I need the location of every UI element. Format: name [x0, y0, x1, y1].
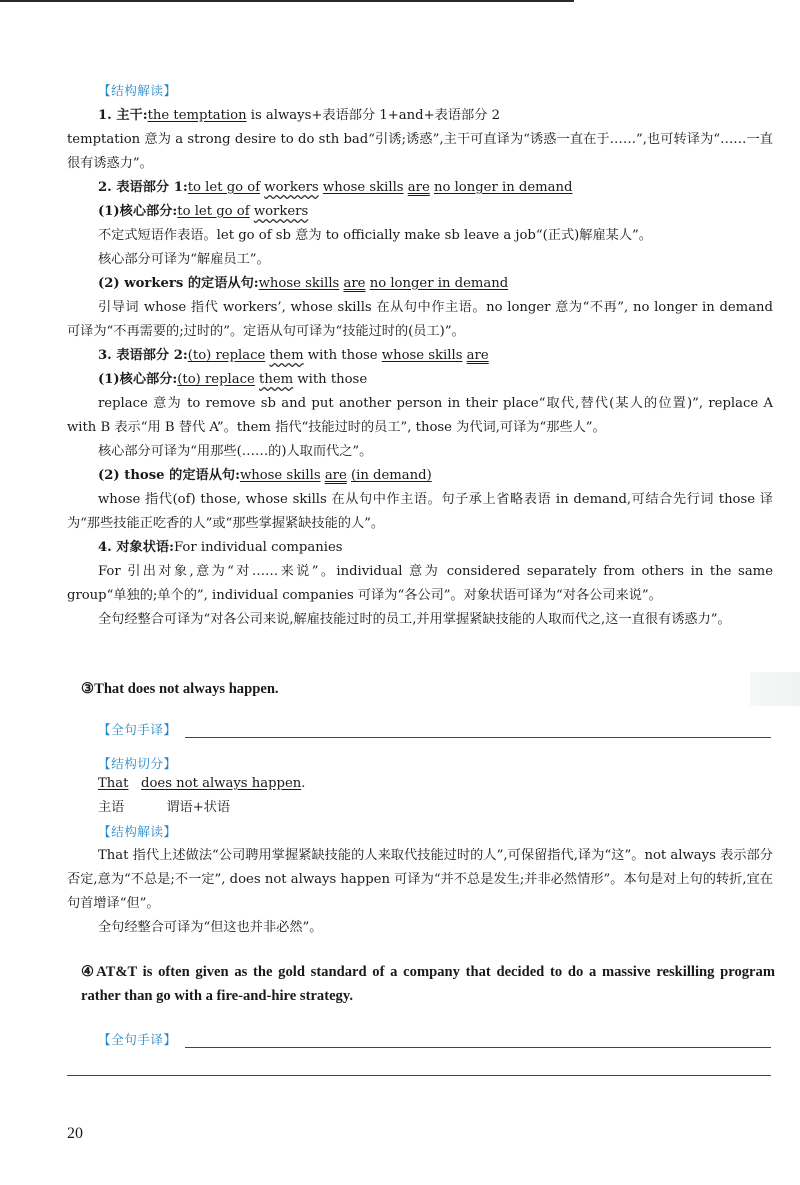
core-part-2-translation: 核心部分可译为“用那些(……的)人取而代之”。	[98, 444, 373, 459]
object-adverbial-line: 4. 对象状语:For individual companies	[98, 540, 343, 555]
replace-explanation: replace 意为 to remove sb and put another person in their place“取代,替代(某人的位置)”, replace A with B 表示“用 B 替代 A”。them 指代“技能过时的员工”, those 为代词,可译为“那些人”。	[67, 396, 773, 435]
q3-split-label-row	[98, 748, 771, 772]
question-4-answer	[98, 1024, 771, 1048]
q3-analysis-label: 【结构解读】	[98, 824, 177, 839]
q4-answer-line-2[interactable]	[67, 1075, 771, 1076]
whose-those-explanation: whose 指代(of) those, whose skills 在从句中作主语。句子承上省略表语 in demand,可结合先行词 those 译为“那些技能正吃香的人”或“那些掌握紧缺技能的人”。	[67, 492, 773, 531]
workers-clause-line: (2) workers 的定语从句:whose skills are no longer in demand	[98, 276, 509, 291]
core-part-2-line: (1)核心部分:(to) replace them with those	[98, 372, 368, 387]
question-3-analysis	[67, 844, 773, 940]
let-go-of-explanation: 不定式短语作表语。let go of sb 意为 to officially make sb leave a job“(正式)解雇某人”。	[98, 228, 652, 243]
question-3-heading: ③That does not always happen.	[81, 681, 279, 697]
for-explanation: For 引出对象,意为“对……来说”。individual 意为 considered separately from others in the same group“单独的;单个的”, individual companies 可译为“各公司”。对象状语可译为“对各公司来说”。	[67, 564, 773, 603]
predicative-1-line: 2. 表语部分 1:to let go of workers whose skills are no longer in demand	[98, 180, 573, 195]
q3-split-sentence: That does not always happen.	[98, 776, 306, 791]
structure-split-label: 【结构切分】	[98, 756, 177, 771]
question-3-answer	[98, 714, 771, 845]
question-3	[81, 677, 771, 701]
core-part-1-translation: 核心部分可译为“解雇员工”。	[98, 252, 270, 267]
q4-translation-row	[98, 1024, 771, 1048]
sentence-translation-1: 全句经整合可译为“对各公司来说,解雇技能过时的员工,并用掌握紧缺技能的人取而代之,这一直很有诱惑力”。	[98, 612, 731, 627]
temptation-explanation: temptation 意为 a strong desire to do sth bad“引诱;诱惑”,主干可直译为“诱惑一直在于……”,也可转译为“……一直很有诱惑力”。	[67, 132, 773, 171]
q3-answer-line[interactable]	[185, 723, 771, 738]
sentence-translation-3: 全句经整合可译为“但这也并非必然”。	[98, 920, 323, 935]
top-rule	[0, 0, 574, 2]
core-part-1-line: (1)核心部分:to let go of workers	[98, 204, 309, 219]
question-4-heading: ④AT&T is often given as the gold standard of a company that decided to do a massive reskilling program rather than go with a fire-and-hire strategy.	[81, 964, 775, 1004]
full-translation-label-q4: 【全句手译】	[98, 1032, 177, 1047]
that-explanation: That 指代上述做法“公司聘用掌握紧缺技能的人来取代技能过时的人”,可保留指代,译为“这”。not always 表示部分否定,意为“不总是;不一定”, does not always happen 可译为“并不总是发生;并非必然情形”。本句是对上句的转折,宜在句首增译“但”。	[67, 848, 773, 911]
q3-translation-row	[98, 714, 771, 738]
page-content	[67, 79, 773, 632]
q4-answer-line-1[interactable]	[185, 1033, 771, 1048]
question-4	[81, 960, 775, 1008]
whose-explanation: 引导词 whose 指代 workers’, whose skills 在从句中作主语。no longer 意为“不再”, no longer in demand 可译为“不再需要的;过时的”。定语从句可译为“技能过时的(员工)”。	[67, 300, 773, 339]
q3-split-roles: 主语 谓语+状语	[98, 800, 231, 815]
main-clause-line: 1. 主干:the temptation is always+表语部分 1+and+表语部分 2	[98, 108, 500, 123]
full-translation-label: 【全句手译】	[98, 722, 177, 737]
predicative-2-line: 3. 表语部分 2:(to) replace them with those whose skills are	[98, 348, 489, 363]
those-clause-line: (2) those 的定语从句:whose skills are (in demand)	[98, 468, 432, 483]
structure-analysis-label: 【结构解读】	[98, 83, 177, 98]
page-number: 20	[67, 1125, 83, 1142]
